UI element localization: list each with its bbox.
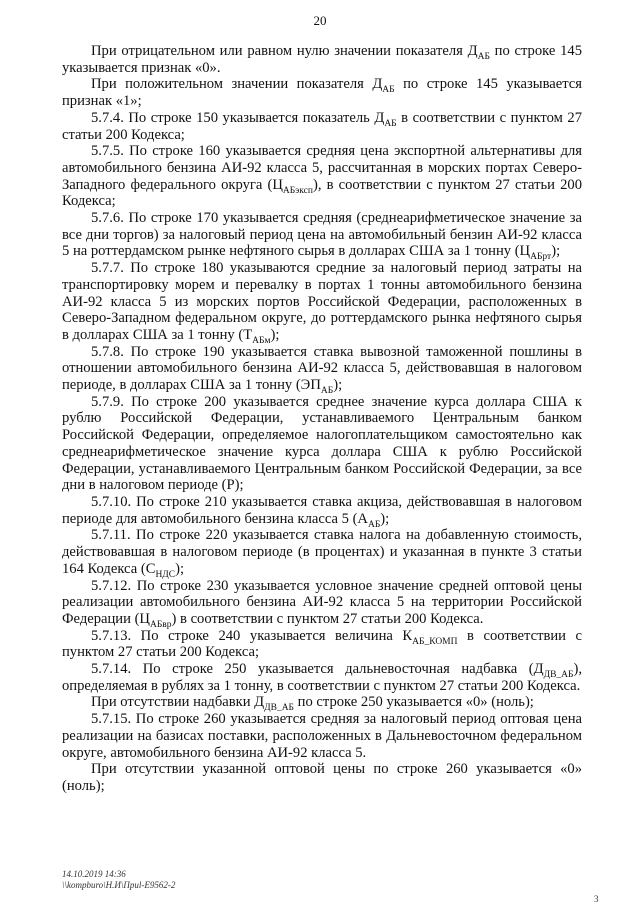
subscript: АБм [252,335,271,346]
paragraph [62,344,582,394]
paragraph [62,394,582,494]
text-run: по строке 145 указывается признак «1»; [62,76,582,110]
text-run: 5.7.13. По строке 240 указывается величина К [91,627,413,644]
text-run: 5.7.9. По строке 200 указывается среднее значение курса доллара США к рублю Российской Федерации, устанавливаемого Центральным банком Российской Федерации, определяемое налогоплательщиком самостоятельно как среднеарифметическое значение курса доллара США к рублю Российской Федерации, устанавливаемого Центральным банком Российской Федерации, за все дни в налоговом периоде (Р); [62,393,582,494]
text-run: При отрицательном или равном нулю значении показателя Д [91,43,478,59]
text-run: При отсутствии надбавки Д [91,694,265,711]
subscript: АБрт [530,252,552,263]
text-run: ), определяемая в рублях за 1 тонну, в соответствии с пунктом 27 статьи 200 Кодекса. [62,661,582,694]
paragraph [62,43,582,76]
paragraph [62,143,582,210]
subscript: АБ [367,519,381,530]
footer-timestamp: 14.10.2019 14:36 [62,869,126,879]
paragraph [62,110,582,143]
paragraph [62,260,582,344]
document-footer [62,869,175,891]
text-run: ); [333,377,343,394]
text-run: ) в соответствии с пунктом 27 статьи 200 Кодекса. [171,610,484,627]
subscript: АБ [384,118,397,129]
text-run: 5.7.11. По строке 220 указывается ставка налога на добавленную стоимость, действовавшая в налоговом периоде (в процентах) и указанная в пункте 3 статьи 164 Кодекса (С [62,527,582,577]
footer-file-path: \\kompburo\Н.И\Приl-E9562-2 [62,880,176,890]
paragraph [62,694,582,714]
text-run: ); [175,560,185,577]
subscript: АБ [382,85,395,96]
paragraph [62,761,582,794]
document-body [62,43,582,795]
page-number: 20 [313,13,327,28]
text-run: ), в соответствии с пунктом 27 статьи 200 Кодекса; [62,176,582,210]
subscript: ДВ_АБ [543,669,574,680]
corner-mark: 3 [594,894,599,904]
text-run: ); [380,510,390,527]
paragraph [62,628,582,661]
text-run: 5.7.4. По строке 150 указывается показатель Д [91,109,385,126]
paragraph [62,210,582,263]
text-run: 5.7.10. По строке 210 указывается ставка акциза, действовавшая в налоговом периоде для автомобильного бензина класса 5 (А [62,493,582,527]
text-run: 5.7.12. По строке 230 указывается условное значение средней оптовой цены реализации автомобильного бензина АИ-92 класса 5 на территории Российской Федерации (Ц [62,577,582,627]
text-run: ); [270,326,280,343]
text-run: 5.7.6. По строке 170 указывается средняя (среднеарифметическое значение за все дни торгов) за налоговый период цена на автомобильный бензин АИ-92 класса 5 на роттердамском рынке нефтяного сырья в долларах США за 1 тонну (Ц [62,210,582,260]
paragraph [62,661,582,694]
subscript: ДВ_АБ [264,703,295,714]
text-run: 5.7.14. По строке 250 указывается дальневосточная надбавка (Д [91,661,544,678]
text-run: в соответствии с пунктом 27 статьи 200 Кодекса; [62,109,583,143]
subscript: НДС [155,569,176,580]
paragraph [62,493,582,530]
text-run: 5.7.7. По строке 180 указываются средние за налоговый период затраты на транспортировку морем и перевалку в портах 1 тонны автомобильного бензина АИ-92 класса 5 из морских портов Российской Федерации, расположенных в Северо-Западном федеральном округе, до роттердамского рынка нефтяного сырья в долларах США за 1 тонну (Т [62,260,582,343]
text-run: в соответствии с пунктом 27 статьи 200 Кодекса; [62,627,582,661]
subscript: АБвр [149,619,172,630]
subscript: АБ [320,385,334,396]
text-run: 5.7.15. По строке 260 указывается средняя за налоговый период оптовая цена реализации на базисах поставки, расположенных в Дальневосточном федеральном округе, автомобильного бензина АИ-92 класса 5. [62,711,582,761]
paragraph [62,527,582,580]
text-run: по строке 145 указывается признак «0». [62,43,582,76]
paragraph [62,578,582,628]
text-run: по строке 250 указывается «0» (ноль); [294,694,534,711]
subscript: АБ [477,51,490,62]
paragraph [62,711,582,761]
text-run: 5.7.8. По строке 190 указывается ставка вывозной таможенной пошлины в отношении автомобильного бензина АИ-92 класса 5, действовавшая в налоговом периоде, в долларах США за 1 тонну (ЭП [62,343,582,394]
text-run: При отсутствии указанной оптовой цены по строке 260 указывается «0» (ноль); [62,761,582,794]
subscript: АБ_КОМП [412,636,458,647]
text-run: При положительном значении показателя Д [91,76,383,93]
text-run: 5.7.5. По строке 160 указывается средняя цена экспортной альтернативы для автомобильного бензина АИ-92 класса 5, рассчитанная в морских портах Северо-Западного федерального округа (Ц [62,143,582,193]
paragraph [62,76,582,109]
subscript: АБэксп [282,185,313,196]
text-run: ); [551,243,561,260]
